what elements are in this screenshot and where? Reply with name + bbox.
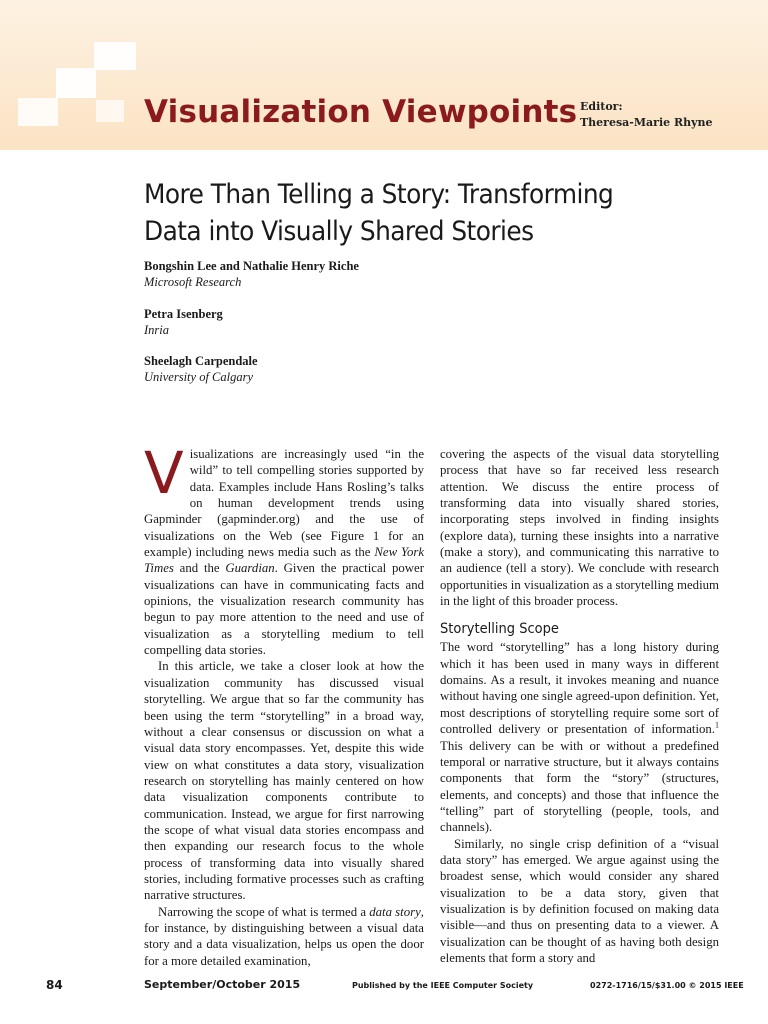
author-block	[144, 258, 359, 290]
editor-credit	[580, 99, 713, 131]
paragraph: Narrowing the scope of what is termed a data story, for instance, by distinguishing between a visual data story and a data visualization, helps us open the door for a more detailed examination,	[144, 904, 424, 968]
paragraph: In this article, we take a closer look at how the visualization community has discussed visual storytelling. We argue that so far the community has been using the term “storytelling” in a broad way, without a clear consensus or discussion on what a visual data story encompasses. Yet, despite this wide view on what constitutes a data story, visualization research on storytelling has mainly centered on how data visualization components contribute to communication. Instead, we argue for first narrowing the scope of what visual data stories encompass and then expanding our research focus to the whole process of transforming data into visually shared stories, including formative processes such as crafting narrative structures.	[144, 659, 424, 903]
author-name: Bongshin Lee and Nathalie Henry Riche	[144, 259, 359, 273]
editor-name: Theresa-Marie Rhyne	[580, 116, 713, 129]
drop-cap: V	[144, 439, 184, 507]
editor-label: Editor:	[580, 100, 623, 113]
decorative-square	[96, 100, 124, 122]
header-banner	[0, 0, 768, 150]
author-block	[144, 353, 258, 385]
author-affiliation: Inria	[144, 323, 169, 337]
decorative-square	[56, 68, 96, 98]
department-title: Visualization Viewpoints	[144, 94, 578, 130]
author-affiliation: University of Calgary	[144, 370, 254, 384]
article-title: More Than Telling a Story: Transforming Data into Visually Shared Stories	[144, 179, 614, 247]
author-name: Petra Isenberg	[144, 307, 223, 321]
paragraph: The word “storytelling” has a long history during which it has been used in many ways in different domains. As a result, it invokes meaning and nuance without having one single agreed-upon definition. Yet, most descriptions of storytelling require some sort of controlled delivery or presentation of information.$^1$ This delivery can be with or without a predefined temporal or narrative structure, but it always contains components that form the “story” (structures, elements, and concepts) and those that influence the “telling” part of storytelling (people, tools, and channels).	[440, 640, 720, 835]
publisher-line: Published by the IEEE Computer Society	[352, 981, 534, 990]
footnote-ref: 1	[715, 720, 719, 730]
section-heading: Storytelling Scope	[440, 621, 559, 638]
body-column-left	[144, 439, 424, 969]
paragraph: covering the aspects of the visual data storytelling process that have so far received less research attention. We discuss the entire process of transforming data into visually shared stories, incorporating steps involved in finding insights (explore data), turning these insights into a narrative (make a story), and communicating this narrative to an audience (tell a story). We conclude with research opportunities in visualization as a storytelling medium in the light of this broader process.	[440, 447, 719, 609]
issn-line: 0272-1716/15/$31.00 © 2015 IEEE	[590, 981, 744, 990]
paragraph: Visualizations are increasingly used “in the wild” to tell compelling stories supported by data. Examples include Hans Rosling’s talks on human development trends using Gapminder (gapminder.org) and the use of visualizations on the Web (see Figure 1 for an example) including news media such as the New York Times and the Guardian. Given the practical power visualizations can have in communicating facts and opinions, the visualization research community has begun to pay more attention to the need and use of visualization as a storytelling medium to tell compelling data stories.	[144, 439, 424, 658]
paragraph: Similarly, no single crisp definition of a “visual data story” has emerged. We argue against using the broadest sense, which would consider any shared visualization to be a data story, given that visualization is by definition focused on making data visible—and thus on presenting data to a viewer. A visualization can be thought of as having both design elements that form a story and	[440, 836, 719, 965]
author-affiliation: Microsoft Research	[144, 275, 242, 289]
decorative-square	[18, 98, 58, 126]
author-name: Sheelagh Carpendale	[144, 354, 258, 368]
issue-date: September/October 2015	[144, 978, 301, 991]
decorative-square	[94, 42, 136, 70]
body-column-right	[440, 446, 719, 966]
page-number: 84	[46, 978, 63, 992]
author-block	[144, 306, 223, 338]
